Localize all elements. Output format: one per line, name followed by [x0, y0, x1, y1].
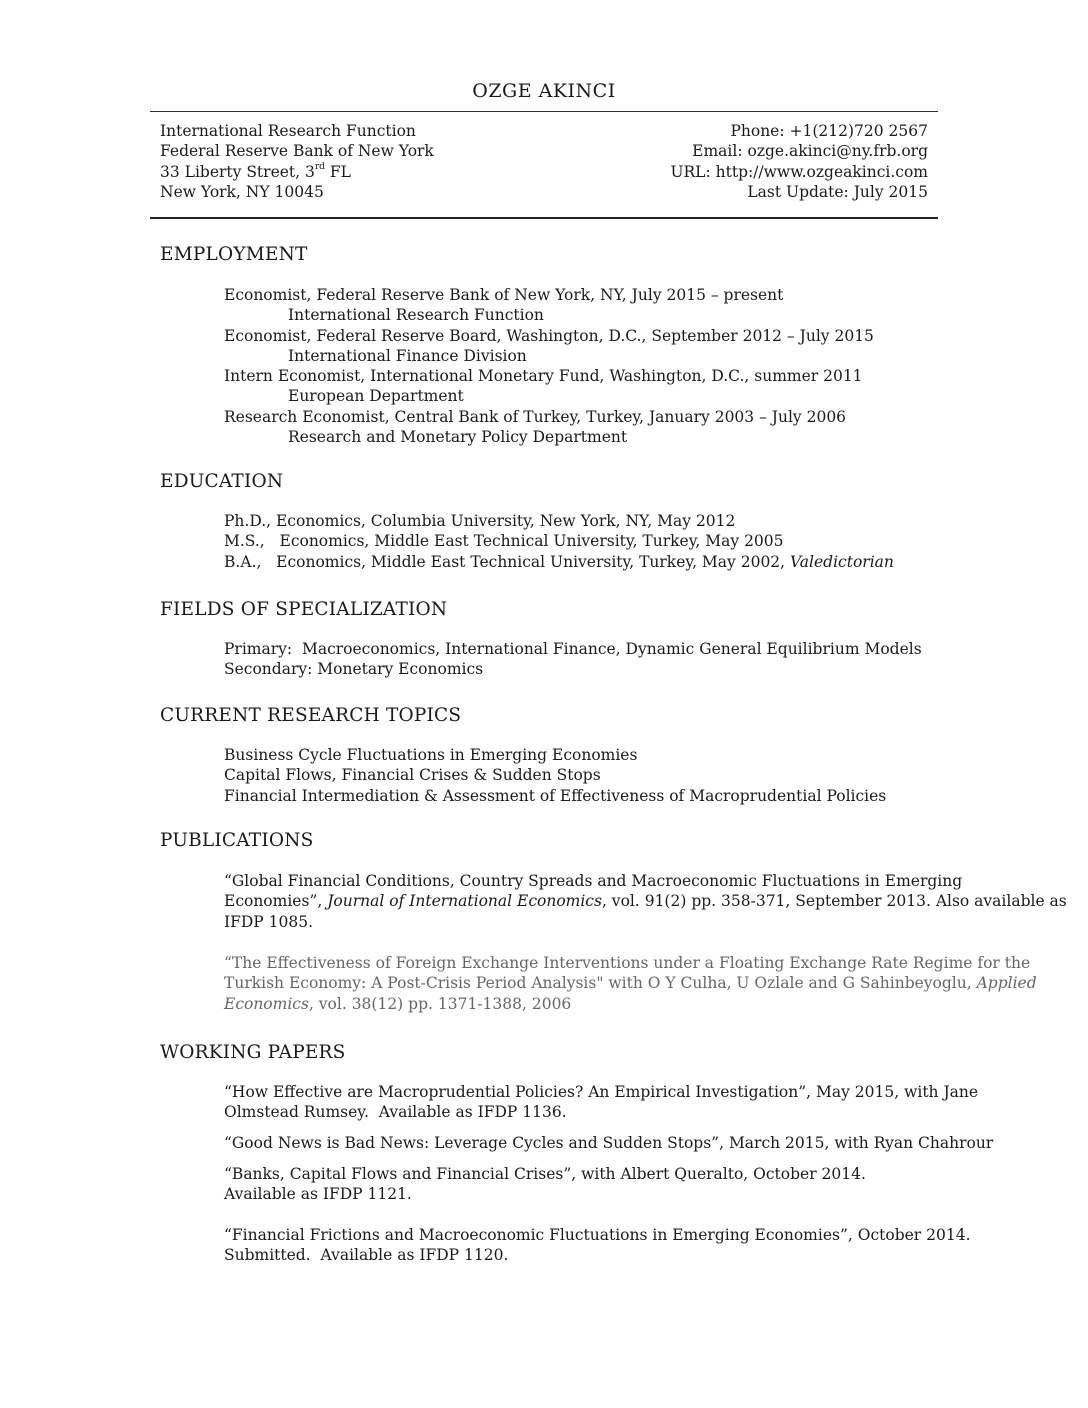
field-secondary: Secondary: Monetary Economics: [224, 660, 484, 679]
employment-unit: International Research Function: [288, 306, 544, 325]
section-title-working-papers: WORKING PAPERS: [160, 1042, 346, 1063]
employment-unit: Research and Monetary Policy Department: [288, 428, 628, 447]
education-list: [224, 511, 894, 572]
publication-line: “The Effectiveness of Foreign Exchange Interventions under a Floating Exchange Rate Regime for the: [224, 954, 1031, 972]
working-paper-line: Olmstead Rumsey. Available as IFDP 1136.: [224, 1103, 567, 1122]
street: 33 Liberty Street, 3: [160, 162, 315, 181]
employment-role: Intern Economist, International Monetary Fund, Washington, D.C., summer 2011: [224, 367, 863, 386]
working-paper-line: Available as IFDP 1121.: [224, 1185, 412, 1204]
working-paper-line: “Banks, Capital Flows and Financial Crises”, with Albert Queralto, October 2014.: [224, 1165, 866, 1183]
contact-block: [670, 121, 928, 202]
section-title-research: CURRENT RESEARCH TOPICS: [160, 705, 462, 726]
employment-list: [224, 285, 874, 447]
employment-role: Economist, Federal Reserve Board, Washington, D.C., September 2012 – July 2015: [224, 326, 874, 345]
education-item: Ph.D., Economics, Columbia University, New York, NY, May 2012: [224, 512, 736, 530]
email-link[interactable]: Email: ozge.akinci@ny.frb.org: [692, 142, 928, 161]
address-line: New York, NY 10045: [160, 182, 324, 201]
url-link[interactable]: URL: http://www.ozgeakinci.com: [670, 162, 928, 181]
working-paper-item: [224, 1225, 971, 1266]
publication-text: Turkish Economy: A Post-Crisis Period Analysis" with O Y Culha, U Ozlale and G Sahinbeyoglu,: [224, 974, 977, 993]
publication-line: IFDP 1085.: [224, 912, 314, 931]
header-bottom-divider: [150, 217, 938, 219]
address-block: [160, 121, 434, 202]
working-paper-item: [224, 1082, 978, 1123]
education-text: B.A., Economics, Middle East Technical University, Turkey, May 2002,: [224, 552, 791, 571]
section-title-employment: EMPLOYMENT: [160, 244, 308, 265]
section-title-fields: FIELDS OF SPECIALIZATION: [160, 599, 448, 620]
working-paper-line: Submitted. Available as IFDP 1120.: [224, 1246, 509, 1265]
working-paper-line: “Good News is Bad News: Leverage Cycles and Sudden Stops”, March 2015, with Ryan Chahrour: [224, 1134, 994, 1152]
header-divider: [150, 111, 938, 112]
education-item: M.S., Economics, Middle East Technical University, Turkey, May 2005: [224, 532, 784, 551]
education-item: [224, 552, 894, 572]
publication-line: [224, 994, 1037, 1014]
employment-unit: European Department: [288, 387, 464, 406]
floor-tail: FL: [324, 162, 351, 181]
publication-line: [224, 891, 1067, 911]
working-paper-line: “How Effective are Macroprudential Policies? An Empirical Investigation”, May 2015, with Jane: [224, 1083, 979, 1101]
publication-text: Economies”,: [224, 892, 328, 911]
journal-name: Journal of International Economics: [327, 892, 602, 911]
page-title: OZGE AKINCI: [472, 80, 616, 102]
field-primary: Primary: Macroeconomics, International Finance, Dynamic General Equilibrium Models: [224, 640, 922, 658]
journal-name: Applied: [976, 974, 1037, 993]
section-title-education: EDUCATION: [160, 471, 284, 492]
publication-item: [224, 953, 1037, 1014]
working-paper-item: [224, 1133, 993, 1153]
publication-item: [224, 871, 1067, 932]
fields-list: [224, 639, 922, 680]
publication-line: [224, 973, 1037, 993]
research-topic: Financial Intermediation & Assessment of Effectiveness of Macroprudential Policies: [224, 786, 887, 805]
publication-line: “Global Financial Conditions, Country Spreads and Macroeconomic Fluctuations in Emerging: [224, 872, 963, 890]
publication-text: , vol. 91(2) pp. 358-371, September 2013. Also available as: [601, 892, 1067, 911]
last-update: Last Update: July 2015: [747, 182, 928, 201]
floor-suffix: rd: [314, 162, 325, 173]
address-line: Federal Reserve Bank of New York: [160, 142, 434, 161]
employment-role: Research Economist, Central Bank of Turkey, Turkey, January 2003 – July 2006: [224, 407, 847, 426]
address-line: [160, 162, 434, 182]
research-topic: Business Cycle Fluctuations in Emerging Economies: [224, 746, 638, 764]
working-paper-line: “Financial Frictions and Macroeconomic Fluctuations in Emerging Economies”, October 2014.: [224, 1226, 971, 1244]
address-line: International Research Function: [160, 122, 416, 140]
education-honor: Valedictorian: [790, 552, 894, 571]
employment-role: Economist, Federal Reserve Bank of New York, NY, July 2015 – present: [224, 286, 784, 304]
research-topic: Capital Flows, Financial Crises & Sudden Stops: [224, 766, 601, 785]
employment-unit: International Finance Division: [288, 346, 527, 365]
phone: Phone: +1(212)720 2567: [730, 122, 928, 140]
publication-text: , vol. 38(12) pp. 1371-1388, 2006: [308, 994, 572, 1013]
working-paper-item: [224, 1164, 866, 1205]
journal-name: Economics: [224, 994, 309, 1013]
research-list: [224, 745, 886, 806]
section-title-publications: PUBLICATIONS: [160, 830, 314, 851]
